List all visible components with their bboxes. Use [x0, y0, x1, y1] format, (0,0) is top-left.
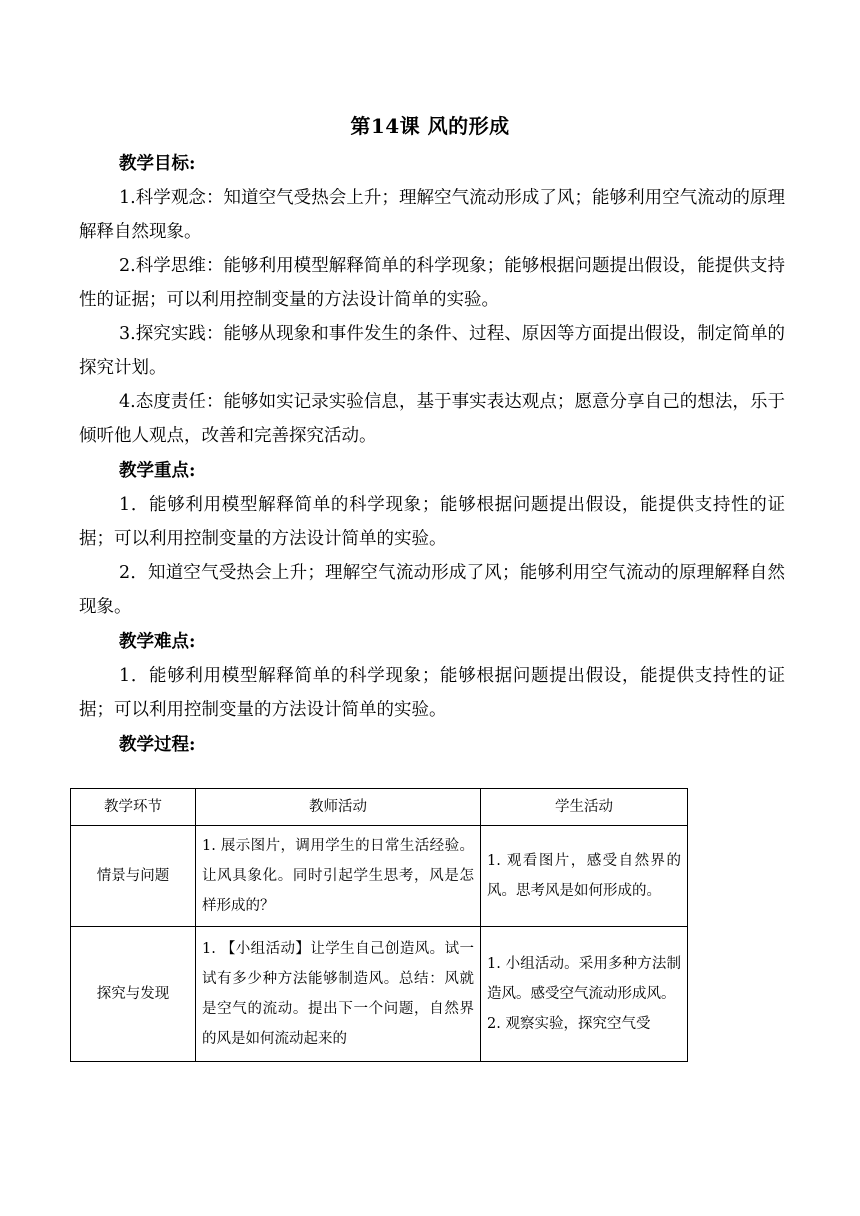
lesson-title: 第14课 风的形成 [350, 114, 510, 138]
teacher-activity-cell [196, 927, 481, 1062]
table-row [71, 826, 688, 927]
student-activity-cell [481, 927, 688, 1062]
column-header-stage: 教学环节 [71, 789, 196, 826]
objective-item: 2.科学思维：能够利用模型解释简单的科学现象；能够根据问题提出假设，能提供支持性的证据；可以利用控制变量的方法设计简单的实验。 [79, 256, 785, 310]
student-activity-item: 1. 观看图片，感受自然界的风。思考风是如何形成的。 [487, 853, 681, 899]
teacher-activity-cell [196, 826, 481, 927]
table-header-row [71, 789, 688, 826]
teacher-activity-item: 1. 【小组活动】让学生自己创造风。试一试有多少种方法能够制造风。总结：风就是空气的流动。提出下一个问题，自然界的风是如何流动起来的 [202, 941, 474, 1047]
student-activity-item: 1. 小组活动。采用多种方法制造风。感受空气流动形成风。 [487, 956, 681, 1002]
key-points-heading: 教学重点: [119, 461, 196, 481]
key-point-item: 2．知道空气受热会上升；理解空气流动形成了风；能够利用空气流动的原理解释自然现象。 [79, 563, 785, 617]
difficulties-heading: 教学难点: [119, 632, 196, 652]
student-activity-cell [481, 826, 688, 927]
objective-item: 4.态度责任：能够如实记录实验信息，基于事实表达观点；愿意分享自己的想法，乐于倾听他人观点，改善和完善探究活动。 [79, 392, 785, 446]
teaching-process-table [70, 788, 688, 1062]
objective-item: 1.科学观念：知道空气受热会上升；理解空气流动形成了风；能够利用空气流动的原理解释自然现象。 [79, 188, 785, 242]
objectives-heading: 教学目标: [119, 154, 196, 174]
document-body [79, 146, 785, 762]
table-row [71, 927, 688, 1062]
key-point-item: 1．能够利用模型解释简单的科学现象；能够根据问题提出假设，能提供支持性的证据；可以利用控制变量的方法设计简单的实验。 [79, 495, 785, 549]
column-header-teacher: 教师活动 [196, 789, 481, 826]
teacher-activity-item: 1. 展示图片，调用学生的日常生活经验。让风具象化。同时引起学生思考，风是怎样形成的？ [202, 838, 474, 914]
difficulty-item: 1．能够利用模型解释简单的科学现象；能够根据问题提出假设，能提供支持性的证据；可以利用控制变量的方法设计简单的实验。 [79, 666, 785, 720]
student-activity-item: 2. 观察实验，探究空气受 [487, 1016, 651, 1032]
stage-cell: 探究与发现 [71, 927, 196, 1062]
column-header-student: 学生活动 [481, 789, 688, 826]
objective-item: 3.探究实践：能够从现象和事件发生的条件、过程、原因等方面提出假设，制定简单的探究计划。 [79, 324, 785, 378]
stage-cell: 情景与问题 [71, 826, 196, 927]
process-heading: 教学过程: [119, 735, 196, 755]
